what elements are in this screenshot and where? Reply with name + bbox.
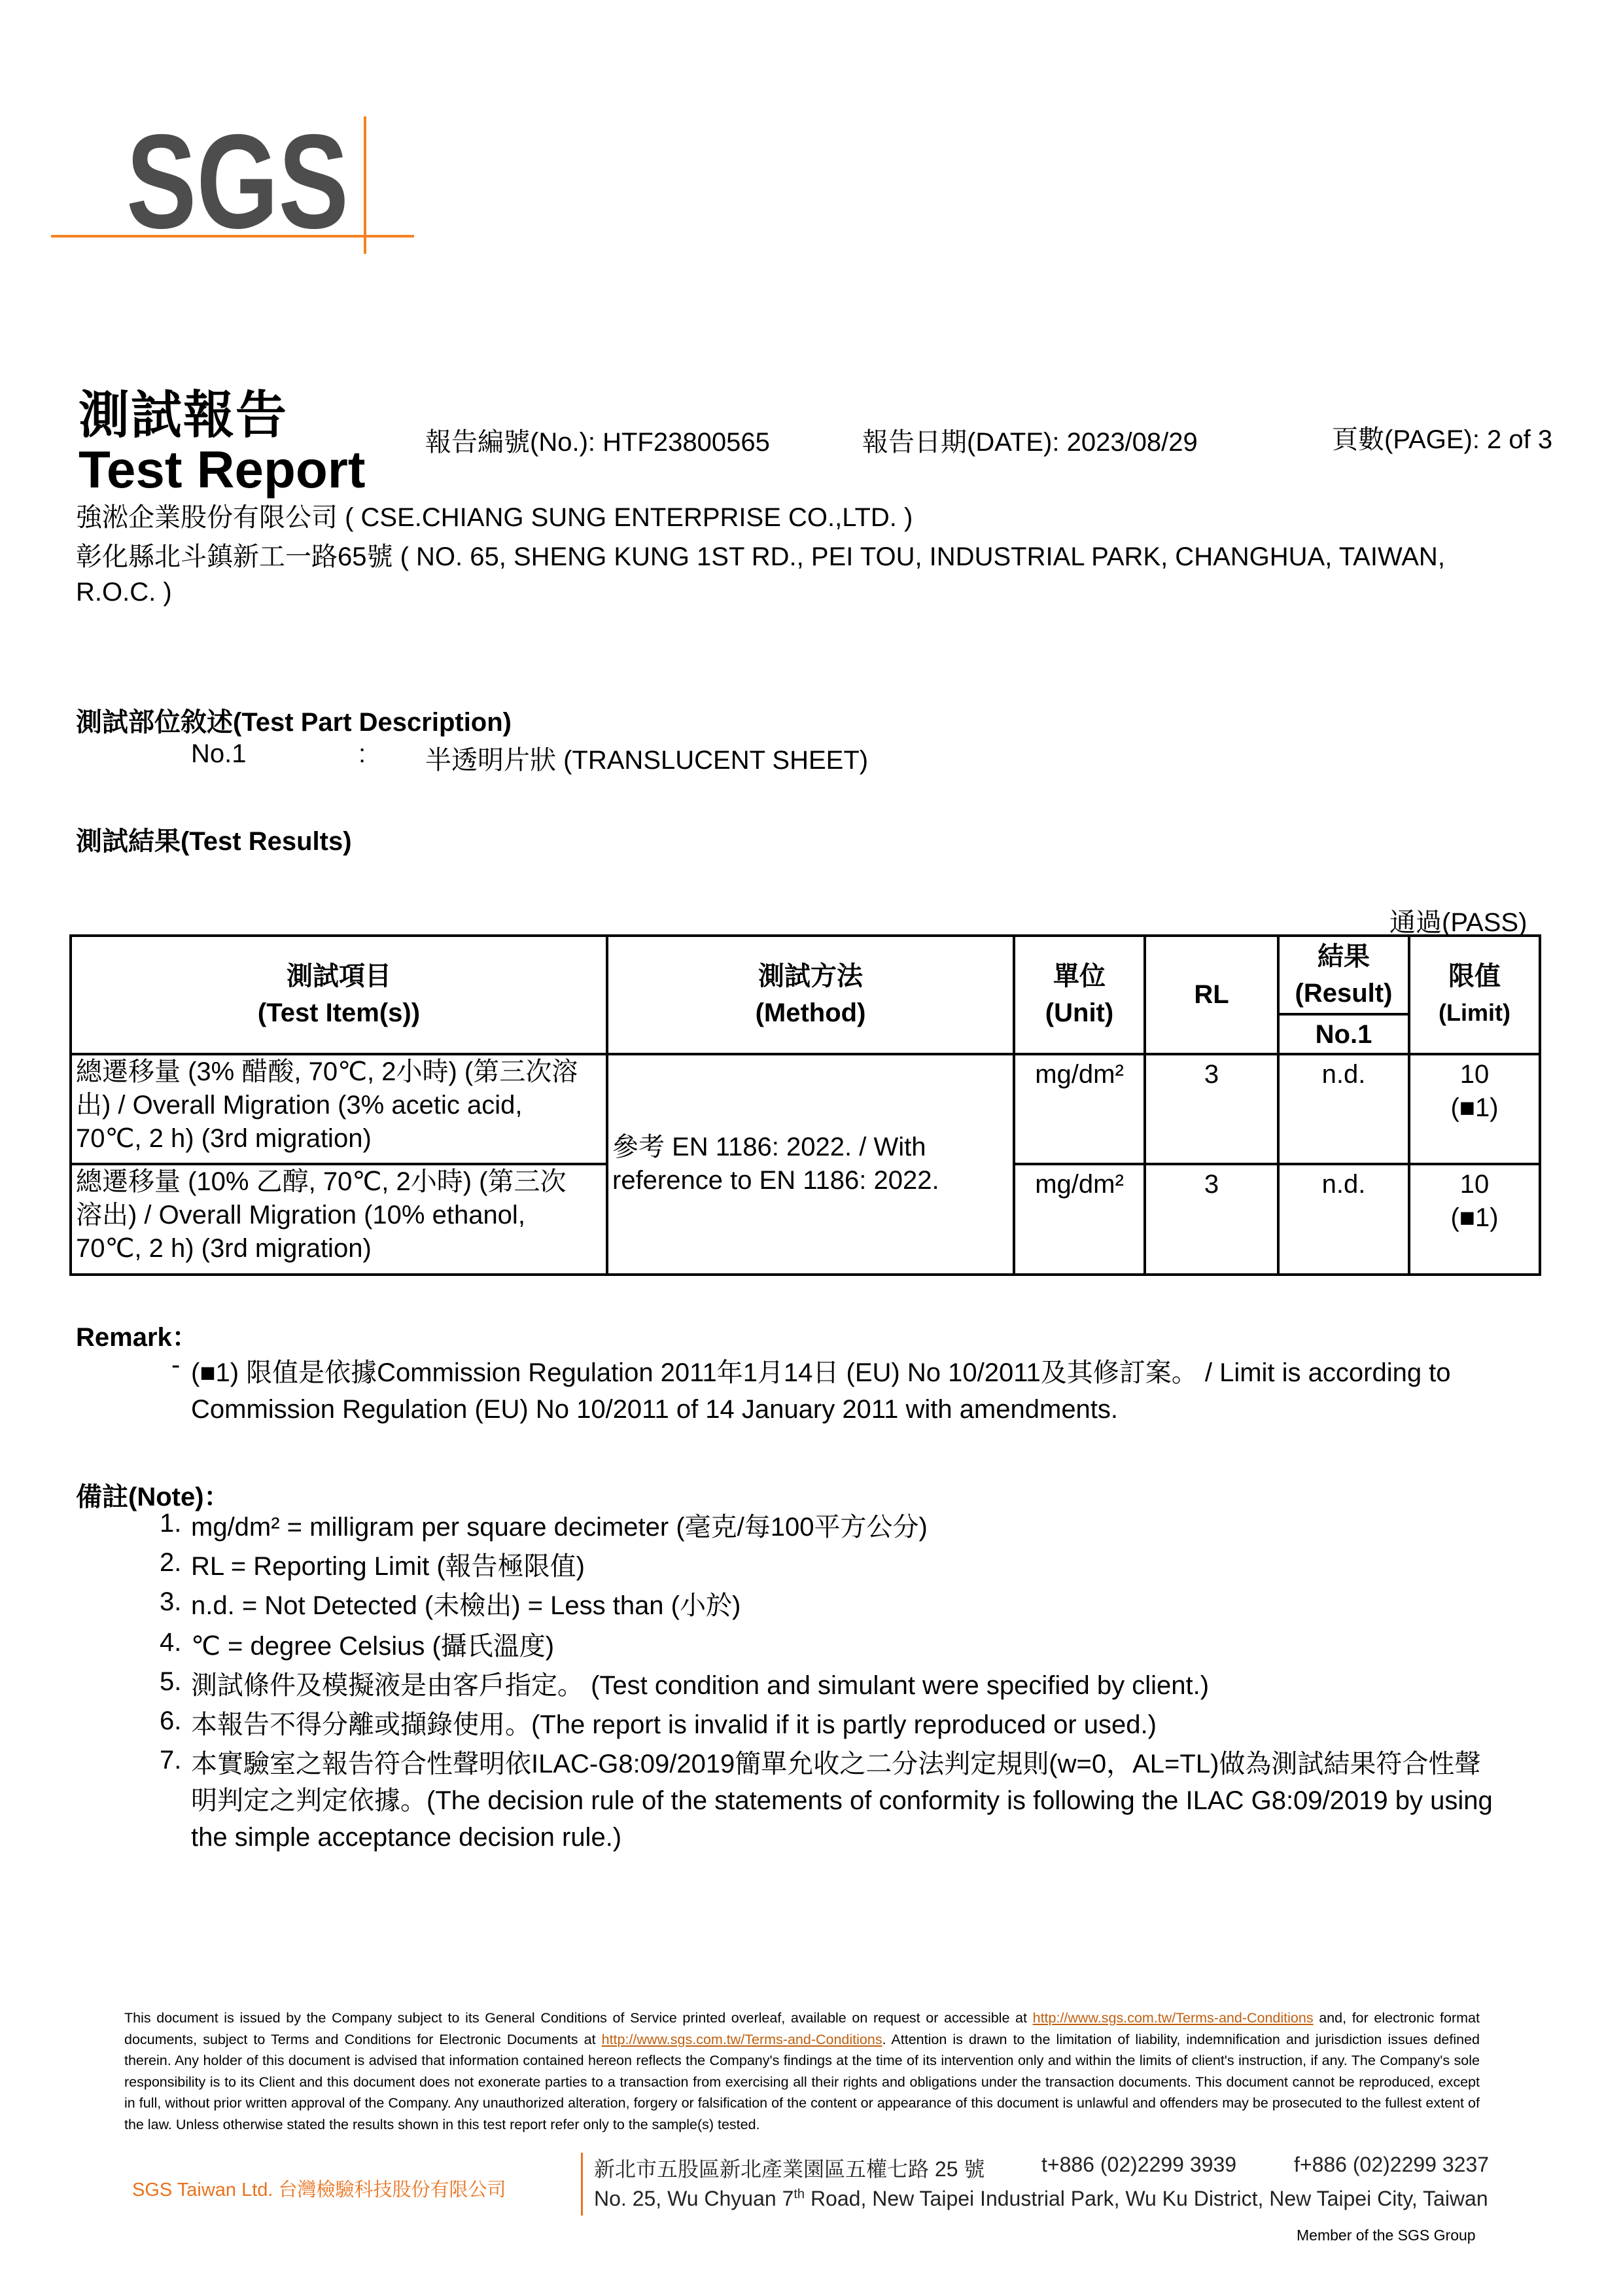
note-number: 7. [160,1746,182,1775]
test-item-line: 總遷移量 (3% 醋酸, 70℃, 2小時) (第三次溶 [76,1057,578,1086]
remark-dash: - [171,1351,181,1379]
address-en-sup: th [794,2187,805,2202]
header-method [607,936,1014,1054]
header-result-en: (Result) [1295,979,1393,1008]
test-item-line: 溶出) / Overall Migration (10% ethanol, [76,1201,525,1230]
limit-ref: (■1) [1450,1203,1499,1233]
test-part-colon: : [358,739,366,768]
note-number: 1. [160,1509,182,1538]
header-rl: RL [1145,936,1278,1054]
table-row [71,1054,1540,1165]
note-number: 2. [160,1548,182,1577]
limit-value: 10 [1459,1170,1490,1199]
unit-cell: mg/dm² [1014,1054,1145,1165]
report-date: 報告日期(DATE): 2023/08/29 [862,428,1198,457]
test-item-line: 70℃, 2 h) (3rd migration) [76,1123,372,1153]
footer-company: SGS Taiwan Ltd. 台灣檢驗科技股份有限公司 [132,2180,506,2200]
header-limit-en: (Limit) [1439,999,1510,1027]
test-item-line: 出) / Overall Migration (3% acetic acid, [76,1090,523,1120]
results-table [69,934,1541,1276]
note-text-line1: 本實驗室之報告符合性聲明依ILAC-G8:09/2019簡單允收之二分法判定規則(w=0，AL=TL)做為測試結果符合性聲 [191,1750,1481,1778]
method-line1: 參考 EN 1186: 2022. / With [612,1133,926,1162]
footer-divider [581,2153,583,2216]
test-item-line: 總遷移量 (10% 乙醇, 70℃, 2小時) (第三次 [76,1167,567,1197]
header-result-zh: 結果 [1318,942,1370,972]
header-test-item-zh: 測試項目 [287,962,391,991]
page-number: 頁數(PAGE): 2 of 3 [1332,425,1553,454]
footer-member: Member of the SGS Group [1297,2227,1476,2244]
note-number: 4. [160,1628,182,1657]
notes-heading: 備註(Note)： [76,1483,230,1511]
disclaimer-text-3: . Attention is drawn to the limitation of liability, indemnification and jurisdiction issues defined therein. Any holder of this document is advised that information contained hereon reflects the Company's findings at the time of its intervention only and within the limits of client's instruction, if any. The Company's sole responsibility is to its Client and this document does not exonerate parties to a transaction from exercising all their rights and obligations under the transaction documents. This document cannot be reproduced, except in full, without prior written approval of the Company. Any unauthorized alteration, forgery or falsification of the content or appearance of this document is unlawful and offenders may be prosecuted to the fullest extent of the law. Unless otherwise stated the results shown in this test report refer only to the sample(s) tested. [124,2031,1480,2132]
limit-cell [1409,1054,1540,1165]
footer-disclaimer [124,2007,1480,2135]
header-limit [1409,936,1540,1054]
result-cell: n.d. [1278,1164,1409,1275]
footer-address-zh: 新北市五股區新北產業園區五權七路 25 號 [594,2157,985,2181]
note-text-line2: 明判定之判定依據。(The decision rule of the statements of conformity is following the ILAC G8:09/2019 by using [191,1786,1493,1815]
client-address-line1: 彰化縣北斗鎮新工一路65號 ( NO. 65, SHENG KUNG 1ST RD., PEI TOU, INDUSTRIAL PARK, CHANGHUA, TAIWAN, [76,542,1445,571]
note-text: RL = Reporting Limit (報告極限值) [191,1552,585,1581]
disclaimer-text-2: and, for electronic format documents, subject to Terms and Conditions for Electronic Documents at [124,2010,1480,2047]
unit-cell: mg/dm² [1014,1164,1145,1275]
test-part-description: 半透明片狀 (TRANSLUCENT SHEET) [425,746,869,775]
footer-address-en [594,2187,1488,2211]
remark-line1: (■1) 限值是依據Commission Regulation 2011年1月14日 (EU) No 10/2011及其修訂案。 / Limit is according to [191,1358,1451,1387]
note-text-line3: the simple acceptance decision rule.) [191,1823,622,1852]
header-unit-en: (Unit) [1045,998,1114,1028]
header-test-item-en: (Test Item(s)) [257,998,421,1028]
method-cell [607,1054,1014,1275]
header-method-en: (Method) [755,998,866,1028]
limit-ref: (■1) [1450,1093,1499,1122]
footer-fax: f+886 (02)2299 3237 [1294,2153,1490,2176]
pass-label: 通過(PASS) [1389,908,1527,937]
client-name: 強淞企業股份有限公司 ( CSE.CHIANG SUNG ENTERPRISE CO.,LTD. ) [76,503,913,532]
test-item-line: 70℃, 2 h) (3rd migration) [76,1234,372,1263]
note-text: mg/dm² = milligram per square decimeter (毫克/每100平方公分) [191,1513,928,1542]
header-test-item [71,936,607,1054]
note-text: ℃ = degree Celsius (攝氏溫度) [191,1632,555,1661]
terms-link-1[interactable]: http://www.sgs.com.tw/Terms-and-Conditions [1032,2010,1314,2026]
result-cell: n.d. [1278,1054,1409,1165]
report-title-en: Test Report [79,440,366,499]
header-unit [1014,936,1145,1054]
terms-link-2[interactable]: http://www.sgs.com.tw/Terms-and-Conditions [601,2031,882,2047]
note-number: 5. [160,1667,182,1696]
table-header-row [71,936,1540,1014]
test-part-heading: 測試部位敘述(Test Part Description) [76,708,512,737]
remark-heading: Remark： [76,1323,198,1352]
test-part-no: No.1 [191,739,247,768]
test-item-cell [71,1164,607,1275]
remark-line2: Commission Regulation (EU) No 10/2011 of 14 January 2011 with amendments. [191,1395,1119,1424]
report-number: 報告編號(No.): HTF23800565 [425,428,770,457]
limit-cell [1409,1164,1540,1275]
note-text: n.d. = Not Detected (未檢出) = Less than (小於) [191,1591,741,1620]
address-en-pre: No. 25, Wu Chyuan 7 [594,2187,794,2210]
address-en-post: Road, New Taipei Industrial Park, Wu Ku District, New Taipei City, Taiwan [805,2187,1488,2210]
note-number: 6. [160,1706,182,1735]
report-title-zh: 測試報告 [79,386,288,444]
note-text: 本報告不得分離或擷錄使用。(The report is invalid if it is partly reproduced or used.) [191,1710,1157,1739]
method-line2: reference to EN 1186: 2022. [612,1166,939,1195]
header-unit-zh: 單位 [1053,962,1106,991]
rl-cell: 3 [1145,1164,1278,1275]
sgs-logo [51,116,417,254]
client-address-line2: R.O.C. ) [76,578,172,607]
header-result-sample: No.1 [1278,1014,1409,1053]
header-method-zh: 測試方法 [758,962,863,991]
limit-value: 10 [1459,1059,1490,1089]
note-number: 3. [160,1587,182,1616]
header-limit-zh: 限值 [1448,962,1501,991]
test-results-heading: 測試結果(Test Results) [76,827,352,856]
sgs-logo-text: SGS [126,116,349,254]
test-item-cell [71,1054,607,1165]
rl-cell: 3 [1145,1054,1278,1165]
footer-tel: t+886 (02)2299 3939 [1041,2153,1237,2176]
disclaimer-text-1: This document is issued by the Company subject to its General Conditions of Service printed overleaf, available on request or accessible at [124,2010,1033,2026]
header-result [1278,936,1409,1014]
note-text: 測試條件及模擬液是由客戶指定。 (Test condition and simulant were specified by client.) [191,1671,1210,1700]
